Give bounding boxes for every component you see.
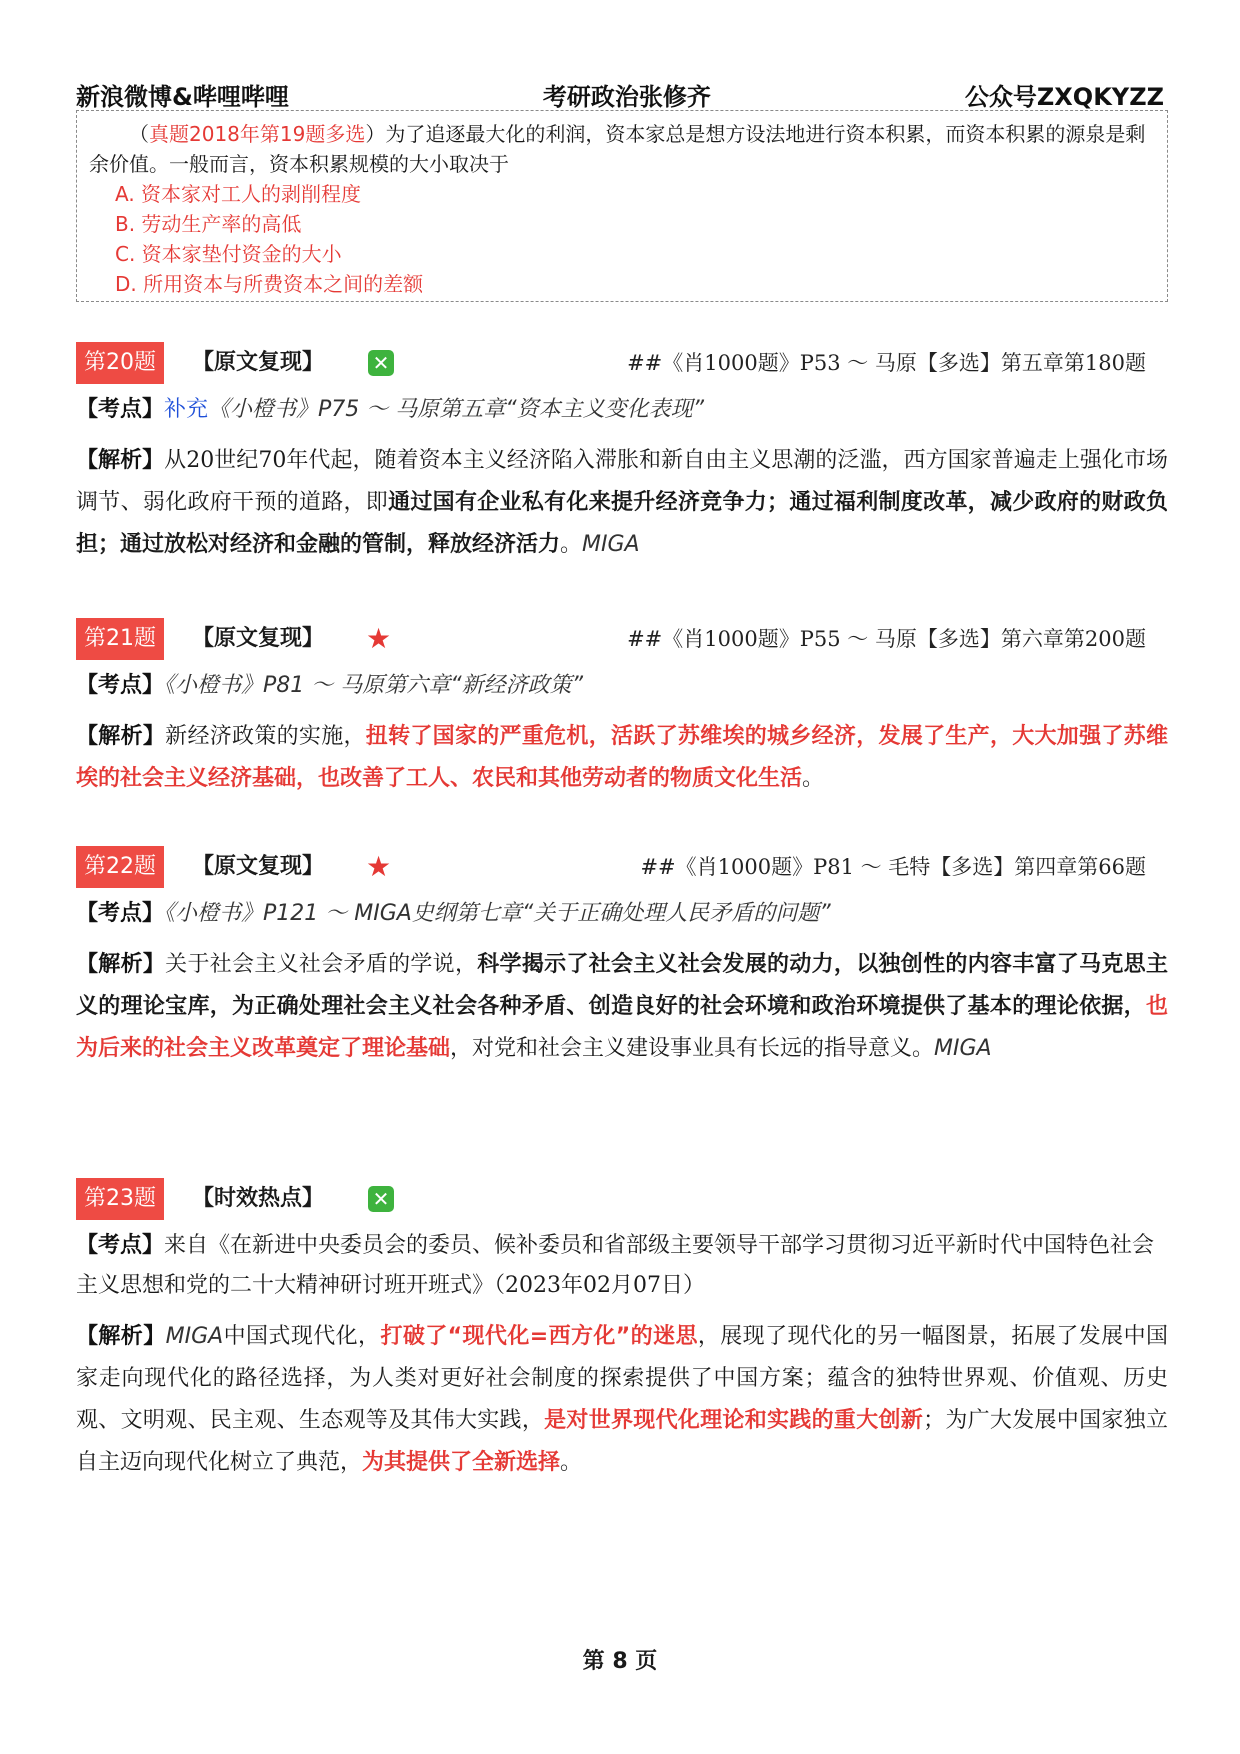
jiexi: 【解析】新经济政策的实施，扭转了国家的严重危机，活跃了苏维埃的城乡经济，发展了生产，大大加强了苏维埃的社会主义经济基础，也改善了工人、农民和其他劳动者的物质文化生活。 (76, 724, 1168, 791)
question-23-section (76, 1178, 1168, 1484)
question-22-section (76, 846, 1168, 1070)
question-number: 第22题 (76, 846, 164, 888)
header-center: 考研政治张修齐 (542, 82, 711, 111)
question-tag: 【原文复现】 (192, 350, 325, 375)
question-21-section (76, 618, 1168, 800)
question-options (115, 179, 1155, 299)
question-22-title-row (76, 846, 1168, 890)
question-number: 第20题 (76, 342, 164, 384)
header-left: 新浪微博&哔哩哔哩 (76, 82, 289, 111)
question-tag: 【原文复现】 (192, 854, 325, 879)
question-21-title-row (76, 618, 1168, 662)
kaodian: 【考点】补充《小橙书》P75 ～ 马原第五章“资本主义变化表现” (76, 397, 705, 422)
page-number: 第 8 页 (582, 1649, 658, 1674)
option-a: A. 资本家对工人的剥削程度 (115, 182, 362, 206)
star-icon: ★ (366, 622, 392, 655)
question-20-section (76, 342, 1168, 566)
question-box (76, 110, 1168, 302)
page-header (76, 76, 1164, 112)
question-source-ref: ##《肖1000题》P81 ～ 毛特【多选】第四章第66题 (640, 855, 1146, 879)
jiexi: 【解析】从20世纪70年代起，随着资本主义经济陷入滞胀和新自由主义思潮的泛滥，西方国家普遍走上强化市场调节、弱化政府干预的道路，即通过国有企业私有化来提升经济竞争力；通过福利制度改革，减少政府的财政负担；通过放松对经济和金融的管制，释放经济活力。MIGA (76, 448, 1168, 557)
question-source: 真题2018年第19题多选 (149, 122, 366, 146)
question-number: 第21题 (76, 618, 164, 660)
kaodian: 【考点】《小橙书》P81 ～ 马原第六章“新经济政策” (76, 673, 584, 698)
question-source-ref: ##《肖1000题》P55 ～ 马原【多选】第六章第200题 (627, 627, 1146, 651)
question-stem: （真题2018年第19题多选）为了追逐最大化的利润，资本家总是想方设法地进行资本积累，而资本积累的源泉是剩余价值。一般而言，资本积累规模的大小取决于 (89, 122, 1146, 176)
question-tag: 【原文复现】 (192, 626, 325, 651)
question-tag: 【时效热点】 (192, 1186, 325, 1211)
option-b: B. 劳动生产率的高低 (115, 212, 302, 236)
star-icon: ★ (366, 850, 392, 883)
jiexi: 【解析】MIGA中国式现代化，打破了“现代化=西方化”的迷思，展现了现代化的另一幅图景，拓展了发展中国家走向现代化的路径选择，为人类对更好社会制度的探索提供了中国方案；蕴含的独特世界观、价值观、历史观、文明观、民主观、生态观等及其伟大实践，是对世界现代化理论和实践的重大创新；为广大发展中国家独立自主迈向现代化树立了典范，为其提供了全新选择。 (76, 1324, 1168, 1475)
question-23-title-row (76, 1178, 1168, 1222)
question-source-ref: ##《肖1000题》P53 ～ 马原【多选】第五章第180题 (627, 351, 1146, 375)
jiexi: 【解析】关于社会主义社会矛盾的学说，科学揭示了社会主义社会发展的动力，以独创性的内容丰富了马克思主义的理论宝库，为正确处理社会主义社会各种矛盾、创造良好的社会环境和政治环境提供了基本的理论依据，也为后来的社会主义改革奠定了理论基础，对党和社会主义建设事业具有长远的指导意义。MIGA (76, 952, 1168, 1061)
option-c: C. 资本家垫付资金的大小 (115, 242, 342, 266)
header-right: 公众号ZXQKYZZ (964, 82, 1164, 111)
question-20-title-row (76, 342, 1168, 386)
kaodian: 【考点】来自《在新进中央委员会的委员、候补委员和省部级主要领导干部学习贯彻习近平新时代中国特色社会主义思想和党的二十大精神研讨班开班式》（2023年02月07日） (76, 1233, 1155, 1298)
cross-mark-icon: ✕ (368, 1186, 394, 1212)
question-number: 第23题 (76, 1178, 164, 1220)
option-d: D. 所用资本与所费资本之间的差额 (115, 272, 424, 296)
cross-mark-icon: ✕ (368, 350, 394, 376)
kaodian: 【考点】《小橙书》P121 ～ MIGA史纲第七章“关于正确处理人民矛盾的问题” (76, 901, 831, 926)
